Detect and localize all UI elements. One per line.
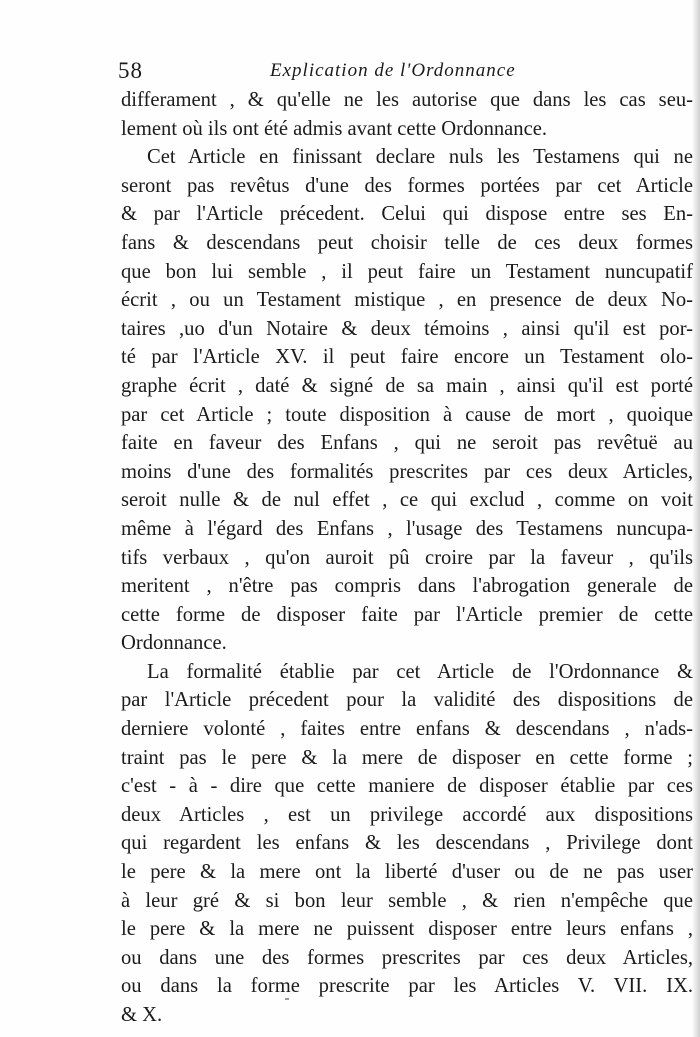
text-line: seront pas revêtus d'une des formes portées par cet Article	[121, 174, 693, 197]
text-line: le pere & la mere ont la liberté d'user ou de ne pas user	[121, 861, 693, 884]
text-line: & X.	[121, 1004, 163, 1026]
text-line: que bon lui semble , il peut faire un Testament nuncupatif	[121, 260, 693, 283]
page-header	[118, 58, 692, 88]
page-number: 58	[118, 58, 143, 83]
ink-speck	[285, 998, 289, 1000]
text-line: même à l'égard des Enfans , l'usage des Testamens nuncupa-	[121, 517, 693, 540]
text-line: écrit , ou un Testament mistique , en presence de deux No-	[121, 289, 693, 312]
text-line: ou dans une des formes prescrites par ces deux Articles,	[121, 946, 693, 969]
text-line: faite en faveur des Enfans , qui ne seroit pas revêtuë au	[121, 432, 693, 455]
text-line: taires ,uo d'un Notaire & deux témoins , ainsi qu'il est por-	[121, 317, 693, 340]
page-edge-shadow	[692, 0, 700, 1037]
text-line: graphe écrit , daté & signé de sa main , ainsi qu'il est porté	[121, 374, 693, 397]
running-title: Explication de l'Ordonnance	[270, 60, 516, 81]
text-line: La formalité établie par cet Article de l'Ordonnance &	[147, 660, 693, 683]
text-line: lement où ils ont été admis avant cette Ordonnance.	[121, 117, 548, 140]
text-line: le pere & la mere ne puissent disposer entre leurs enfans ,	[121, 918, 693, 941]
text-line: & par l'Article précedent. Celui qui dispose entre ses En-	[121, 203, 693, 226]
text-line: seroit nulle & de nul effet , ce qui exclud , comme on voit	[121, 489, 693, 512]
text-line: c'est - à - dire que cette maniere de disposer établie par ces	[121, 775, 693, 798]
text-line: meritent , n'être pas compris dans l'abrogation generale de	[121, 575, 693, 598]
text-line: deux Articles , est un privilege accordé aux dispositions	[121, 803, 693, 826]
body-text	[121, 86, 693, 1030]
text-line: Ordonnance.	[121, 632, 227, 655]
text-line: à leur gré & si bon leur semble , & rien n'empêche que	[121, 889, 693, 912]
text-line: moins d'une des formalités prescrites par ces deux Articles,	[121, 460, 693, 483]
text-line: té par l'Article XV. il peut faire encore un Testament olo-	[121, 346, 693, 369]
text-line: differament , & qu'elle ne les autorise que dans les cas seu-	[121, 89, 693, 111]
text-line: derniere volonté , faites entre enfans & descendans , n'ads-	[121, 718, 693, 741]
text-line: ou dans la forme prescrite par les Articles V. VII. IX.	[121, 975, 693, 998]
text-line: qui regardent les enfans & les descendans , Privilege dont	[121, 832, 693, 855]
text-line: fans & descendans peut choisir telle de ces deux formes	[121, 231, 693, 254]
text-line: par l'Article précedent pour la validité des dispositions de	[121, 689, 693, 712]
text-line: tifs verbaux , qu'on auroit pû croire par la faveur , qu'ils	[121, 546, 693, 569]
text-line: cette forme de disposer faite par l'Article premier de cette	[121, 603, 693, 626]
text-line: Cet Article en finissant declare nuls les Testamens qui ne	[147, 146, 693, 169]
text-line: traint pas le pere & la mere de disposer en cette forme ;	[121, 746, 693, 769]
text-line: par cet Article ; toute disposition à cause de mort , quoique	[121, 403, 693, 426]
